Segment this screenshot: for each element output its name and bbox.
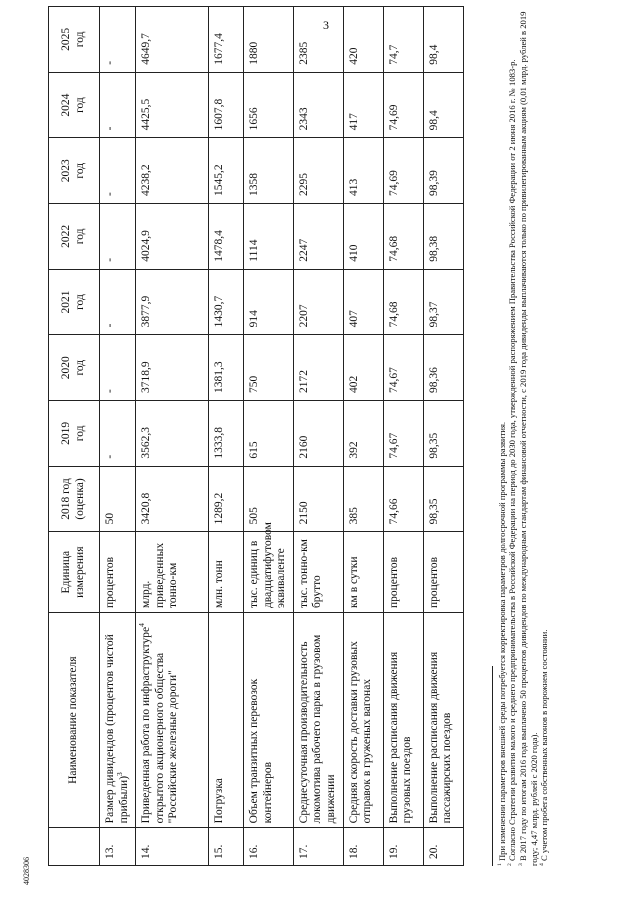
value-cell: 1656 [244,72,294,138]
footnote-text: Согласно Стратегии развития малого и среднего предпринимательства в Российской Федерации на период до 2030 года, утвержденной распоряжением Правительства Российской Федерации от 2 июня 2016 г. № 1083-р. [507,59,518,862]
value-cell: - [100,72,136,138]
header-year-line2: (оценка) [74,478,86,520]
value-cell: - [100,204,136,270]
value-cell: 1545,2 [209,138,244,204]
row-number: 19. [383,828,423,866]
value-cell: 385 [343,466,383,532]
value-cell: 98,35 [423,401,463,467]
indicator-name-tail: открытого акционерного общества "Российские железные дороги" [153,652,180,824]
footnote [539,6,550,866]
header-year-line1: 2019 [60,421,73,445]
value-cell: 1381,3 [209,335,244,401]
header-year-line1: 2024 [60,93,73,117]
row-number: 17. [293,828,343,866]
footnote-mark: 1 [496,863,503,866]
header-year-line2: год [74,294,86,310]
footnote-mark: 4 [539,863,546,866]
value-cell: 3420,8 [136,466,209,532]
table-row [209,7,244,866]
indicator-name-text: Выполнение расписания движения грузовых поездов [387,651,414,824]
value-cell: 615 [244,401,294,467]
footnote [507,6,518,866]
indicator-name-text: Объем транзитных перевозок контейнеров [248,678,274,824]
table-row [293,7,343,866]
footnote-text: С учетом пробега собственных вагонов в порожнем состоянии. [539,629,550,862]
indicator-name-text: Средняя скорость доставки грузовых отправок в груженых вагонах [347,641,374,824]
header-year [49,138,100,204]
value-cell: 50 [100,466,136,532]
indicator-name-text: Приведенная работа по инфраструктуре [140,626,153,824]
header-name: Наименование показателя [49,613,100,828]
indicator-name [136,613,209,828]
footnote-rule [492,666,493,866]
indicator-name-text: Размер дивидендов (процентов чистой прибыли) [104,634,130,824]
table-row [136,7,209,866]
indicator-name [209,613,244,828]
header-year [49,335,100,401]
header-year-line1: 2021 [60,290,73,314]
footnote-mark: 2 [507,863,514,866]
value-cell: 420 [343,7,383,73]
value-cell: 98,4 [423,72,463,138]
header-year-line1: 2022 [60,224,73,248]
document-code: 4028306 [22,857,31,885]
header-year [49,204,100,270]
value-cell: 2385 [293,7,343,73]
table-row [343,7,383,866]
header-year [49,7,100,73]
value-cell: 74,66 [383,466,423,532]
table-row [244,7,294,866]
value-cell: 74,7 [383,7,423,73]
row-number: 13. [100,828,136,866]
page-number: 3 [323,18,329,32]
value-cell: - [100,335,136,401]
value-cell: - [100,269,136,335]
footnote-ref: 3 [114,772,124,776]
value-cell: 1358 [244,138,294,204]
value-cell: 74,67 [383,401,423,467]
indicators-table [48,6,464,866]
header-year-line1: 2020 [60,356,73,380]
value-cell: 74,68 [383,204,423,270]
header-year-line1: 2018 год [60,478,73,520]
footnote [497,6,508,866]
header-unit [49,532,100,613]
header-year-line2: год [74,97,86,113]
header-year-line2: год [74,425,86,442]
value-cell: 4024,9 [136,204,209,270]
value-cell: 74,69 [383,72,423,138]
header-year [49,401,100,467]
header-unit-line1: Единица [60,550,73,594]
rotated-page-content [48,6,618,866]
table-row [383,7,423,866]
value-cell: 98,37 [423,269,463,335]
header-year-line1: 2025 [60,27,73,51]
table-header-row [49,7,100,866]
value-cell: 407 [343,269,383,335]
value-cell: 98,38 [423,204,463,270]
value-cell: 2150 [293,466,343,532]
value-cell: 1677,4 [209,7,244,73]
header-year-line2: год [74,31,86,48]
value-cell: 2207 [293,269,343,335]
value-cell: 1607,8 [209,72,244,138]
table-row [423,7,463,866]
indicator-name [383,613,423,828]
value-cell: 3562,3 [136,401,209,467]
indicator-name-text: Среднесуточная производительность локомотива рабочего парка в грузовом движении [297,634,337,824]
header-unit-line2: измерения [74,546,86,598]
unit: млрд. приведенных тонно-км [136,532,209,613]
value-cell: 750 [244,335,294,401]
value-cell: 74,68 [383,269,423,335]
value-cell: 98,4 [423,7,463,73]
unit: тыс. тонно-км брутто [293,532,343,613]
value-cell: - [100,401,136,467]
indicator-name-text: Погрузка [213,778,226,824]
value-cell: 1289,2 [209,466,244,532]
row-number: 20. [423,828,463,866]
value-cell: 392 [343,401,383,467]
unit: процентов [423,532,463,613]
header-year-line2: год [74,359,86,376]
value-cell: 98,36 [423,335,463,401]
unit: процентов [383,532,423,613]
value-cell: 402 [343,335,383,401]
value-cell: 417 [343,72,383,138]
value-cell: 74,67 [383,335,423,401]
value-cell: 914 [244,269,294,335]
value-cell: 2172 [293,335,343,401]
value-cell: 98,35 [423,466,463,532]
value-cell: 410 [343,204,383,270]
footnote-text: В 2017 году по итогам 2016 года выплачено 50 процентов дивидендов по международным стандартам финансовой отчетности, с 2019 года дивиденды выплачиваются только по привилегированным акциям (0,01 млрд. рублей в 2019 году; 4,47 млрд. рублей с 2020 года). [517,11,539,866]
value-cell: 2160 [293,401,343,467]
value-cell: - [100,7,136,73]
header-year [49,72,100,138]
value-cell: 98,39 [423,138,463,204]
row-number: 14. [136,828,209,866]
value-cell: 4238,2 [136,138,209,204]
value-cell: 1478,4 [209,204,244,270]
value-cell: 1114 [244,204,294,270]
value-cell: 1880 [244,7,294,73]
indicator-name [423,613,463,828]
footnote-mark: 3 [518,863,525,866]
unit: млн. тонн [209,532,244,613]
value-cell: 1333,8 [209,401,244,467]
header-year [49,269,100,335]
footnote-text: При изменении параметров внешней среды потребуется корректировка параметров долгосрочной программы развития. [496,421,507,862]
header-year-line2: год [74,228,86,245]
value-cell: 74,69 [383,138,423,204]
header-year-line2: год [74,162,86,179]
header-year-line1: 2023 [60,159,73,183]
value-cell: - [100,138,136,204]
footnote-ref: 4 [137,623,147,627]
indicator-name [100,613,136,828]
value-cell: 505 [244,466,294,532]
indicator-name [244,613,294,828]
unit: тыс. единиц в двадцатифутовом эквиваленте [244,532,294,613]
value-cell: 413 [343,138,383,204]
value-cell: 1430,7 [209,269,244,335]
header-no [49,828,100,866]
footnotes [497,6,551,866]
footnote [518,6,539,866]
value-cell: 2247 [293,204,343,270]
row-number: 15. [209,828,244,866]
indicator-name [293,613,343,828]
value-cell: 2295 [293,138,343,204]
value-cell: 3877,9 [136,269,209,335]
table-row [100,7,136,866]
value-cell: 4425,5 [136,72,209,138]
header-year [49,466,100,532]
row-number: 18. [343,828,383,866]
indicator-name [343,613,383,828]
value-cell: 2343 [293,72,343,138]
value-cell: 3718,9 [136,335,209,401]
indicator-name-text: Выполнение расписания движения пассажирских поездов [427,651,454,824]
row-number: 16. [244,828,294,866]
unit: км в сутки [343,532,383,613]
value-cell: 4649,7 [136,7,209,73]
unit: процентов [100,532,136,613]
